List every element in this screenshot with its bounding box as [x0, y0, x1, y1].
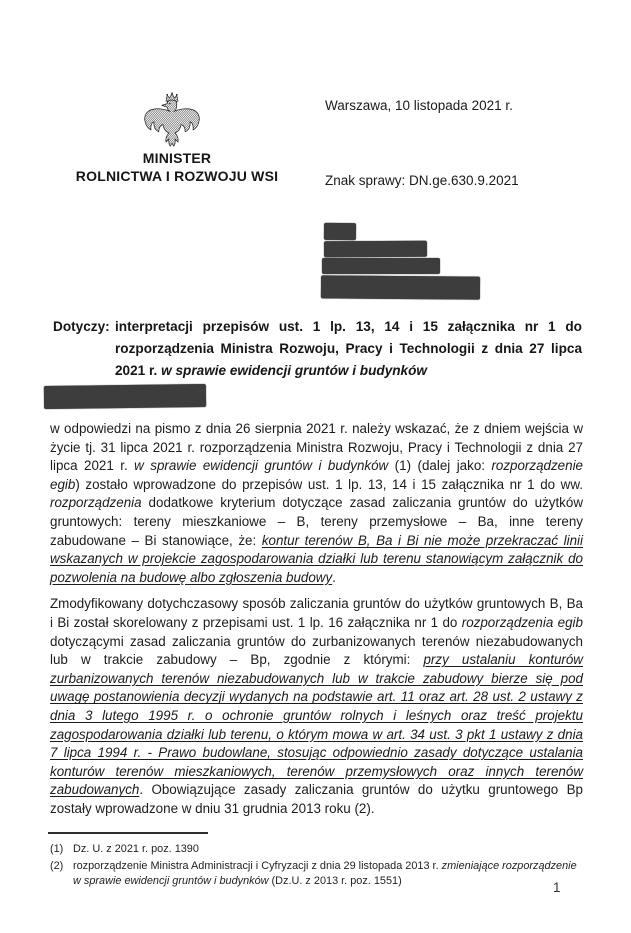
page-number: 1	[553, 880, 561, 895]
subject-text: interpretacji przepisów ust. 1 lp. 13, 14 i 15 załącznika nr 1 do rozporządzenia Ministra Rozwoju, Pracy i Technologii z dnia 27 lipca 2021 r. w sprawie ewidencji gruntów i budynków	[115, 319, 582, 378]
subject-label: Dotyczy:	[53, 319, 110, 334]
footnote-2	[50, 859, 583, 889]
footnote-separator	[48, 832, 208, 834]
polish-eagle-emblem	[142, 91, 202, 157]
sender-title-line2: ROLNICTWA I ROZWOJU WSI	[75, 168, 279, 184]
footnote-2-label: (2)	[50, 860, 64, 873]
footnote-2-text: rozporządzenie Ministra Administracji i Cyfryzacji z dnia 29 listopada 2013 r. zmieniające rozporządzenie w sprawie ewidencji gruntów i budynków (Dz.U. z 2013 r. poz. 1551)	[73, 860, 577, 888]
subject-block	[53, 316, 582, 382]
case-number-line: Znak sprawy: DN.ge.630.9.2021	[325, 173, 519, 188]
redaction-bar	[322, 258, 440, 274]
sender-title	[47, 149, 307, 185]
footnote-1-text: Dz. U. z 2021 r. poz. 1390	[73, 843, 199, 856]
footnote-1-label: (1)	[50, 843, 64, 856]
letter-body	[50, 420, 583, 891]
redaction-bar-salutation	[44, 384, 206, 409]
place-date-line: Warszawa, 10 listopada 2021 r.	[325, 98, 513, 113]
sender-title-line1: MINISTER	[142, 150, 212, 166]
redaction-bar	[324, 223, 356, 240]
footnote-1	[50, 842, 583, 857]
redaction-bar	[321, 275, 480, 299]
body-paragraph-2: Zmodyfikowany dotychczasowy sposób zaliczania gruntów do użytków gruntowych B, Ba i Bi został skorelowany z przepisami ust. 1 lp. 16 załącznika nr 1 do rozporządzenia egib dotyczącymi zasad zaliczania gruntów do zurbanizowanych terenów niezabudowanych lub w trakcie zabudowy – Bp, zgodnie z którymi: przy ustalaniu konturów zurbanizowanych terenów niezabudowanych lub w trakcie zabudowy bierze się pod uwagę postanowienia decyzji wydanych na podstawie art. 11 oraz art. 28 ust. 2 ustawy z dnia 3 lutego 1995 r. o ochronie gruntów rolnych i leśnych oraz treść projektu zagospodarowania działki lub terenu, o którym mowa w art. 34 ust. 3 pkt 1 ustawy z dnia 7 lipca 1994 r. - Prawo budowlane, stosując odpowiednio zasady dotyczące ustalania konturów terenów mieszkaniowych, terenów przemysłowych oraz innych terenów zabudowanych. Obowiązujące zasady zaliczania gruntów do użytku gruntowego Bp zostały wprowadzone w dniu 31 grudnia 2013 roku (2).	[50, 596, 583, 816]
eagle-icon	[142, 91, 202, 157]
body-paragraph-1: w odpowiedzi na pismo z dnia 26 sierpnia 2021 r. należy wskazać, że z dniem wejścia w życie tj. 31 lipca 2021 r. rozporządzenia Ministra Rozwoju, Pracy i Technologii z dnia 27 lipca 2021 r. w sprawie ewidencji gruntów i budynków (1) (dalej jako: rozporządzenie egib) zostało wprowadzone do przepisów ust. 1 lp. 13, 14 i 15 załącznika nr 1 do ww. rozporządzenia dodatkowe kryterium dotyczące zasad zaliczania gruntów do użytków gruntowych: tereny mieszkaniowe – B, tereny przemysłowe – Ba, inne tereny zabudowane – Bi stanowiące, że: kontur terenów B, Ba i Bi nie może przekraczać linii wskazanych w projekcie zagospodarowania działki lub terenu stanowiącym załącznik do pozwolenia na budowę albo zgłoszenia budowy.	[50, 421, 583, 585]
redaction-bar	[324, 241, 427, 258]
